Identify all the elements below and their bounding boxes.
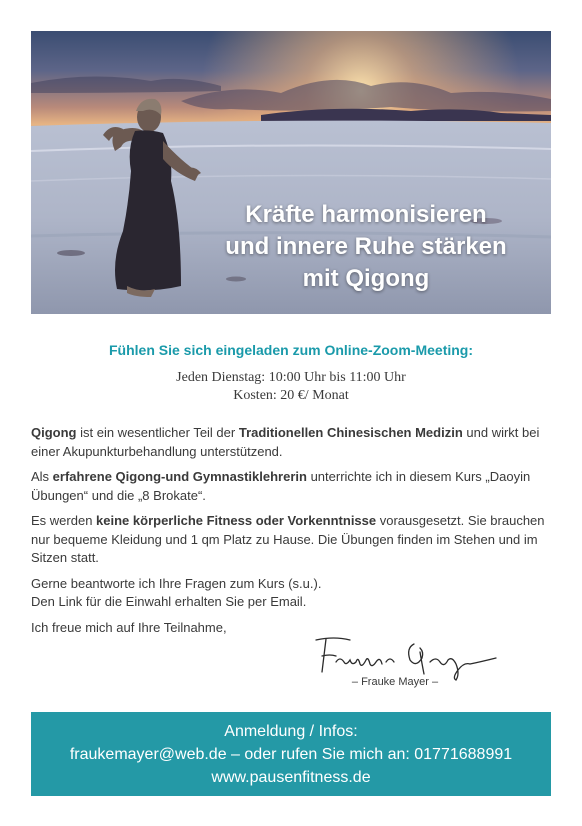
contact-footer: [31, 712, 551, 796]
signature-name: – Frauke Mayer –: [351, 676, 439, 688]
hero-photo: [31, 31, 551, 314]
paragraph-qigong: [31, 424, 551, 461]
link-info-line: Den Link für die Einwahl erhalten Sie per Email.: [31, 594, 307, 609]
bold-requirements: keine körperliche Fitness oder Vorkenntnisse: [96, 513, 377, 528]
hero-title-line-1: Kräfte harmonisieren: [245, 201, 487, 228]
text-segment: und wirkt bei einer Akupunkturbehandlung unterstützend.: [31, 425, 540, 459]
footer-website-link[interactable]: www.pausenfitness.de: [211, 769, 371, 786]
text-segment: vorausgesetzt. Sie brauchen nur bequeme Kleidung und 1 qm Platz zu Hause. Die Übungen finden im Stehen und im Sitzen statt.: [31, 513, 545, 565]
schedule-cost: Kosten: 20 €/ Monat: [233, 388, 349, 403]
footer-heading: Anmeldung / Infos:: [224, 723, 358, 740]
footer-contact[interactable]: fraukemayer@web.de – oder rufen Sie mich an: 01771688991: [69, 746, 513, 763]
invitation-heading: Fühlen Sie sich eingeladen zum Online-Zoom-Meeting:: [108, 342, 474, 358]
bold-tcm: Traditionellen Chinesischen Medizin: [238, 425, 463, 440]
text-segment: unterrichte ich in diesem Kurs „Daoyin Übungen“ und die „8 Brokate“.: [31, 469, 531, 503]
bold-qigong: Qigong: [31, 425, 77, 440]
questions-line: Gerne beantworte ich Ihre Fragen zum Kurs (s.u.).: [31, 575, 322, 591]
text-segment: ist ein wesentlicher Teil der: [76, 425, 239, 440]
paragraph-requirements: [31, 512, 551, 568]
paragraph-teacher: [31, 468, 551, 505]
bold-teacher: erfahrene Qigong-und Gymnastiklehrerin: [52, 469, 307, 484]
course-description: [31, 424, 551, 644]
hero-title: [181, 199, 551, 295]
paragraph-questions: [31, 575, 551, 612]
schedule-block: [31, 369, 551, 405]
hero-title-line-2: und innere Ruhe stärken: [225, 233, 507, 260]
text-segment: Als: [31, 469, 53, 484]
text-segment: Es werden: [31, 513, 97, 528]
hero-title-line-3: mit Qigong: [302, 265, 430, 292]
paragraph-closing: Ich freue mich auf Ihre Teilnahme,: [31, 619, 227, 635]
schedule-time: Jeden Dienstag: 10:00 Uhr bis 11:00 Uhr: [176, 370, 406, 385]
